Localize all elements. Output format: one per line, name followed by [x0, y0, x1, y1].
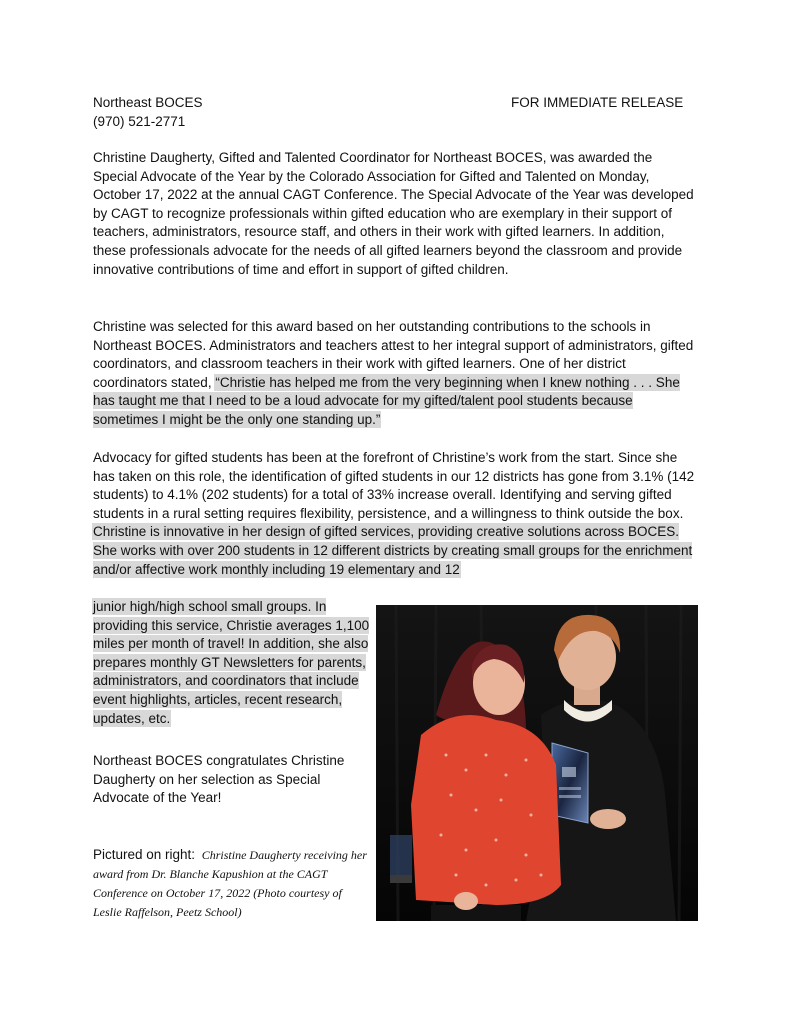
photo-caption: [93, 845, 369, 922]
caption-text: Christine Daugherty receiving her award from Dr. Blanche Kapushion at the CAGT Conference on October 17, 2022 (Photo courtesy of Leslie Raffelson, Peetz School): [93, 848, 367, 919]
release-label: FOR IMMEDIATE RELEASE: [511, 95, 684, 110]
advocacy-highlight: Christine is innovative in her design of gifted services, providing creative solutions across BOCES. She works with over 200 students in 12 different districts by creating small groups for the enrichment and/or affective work monthly including 19 elementary and 12: [93, 524, 693, 577]
award-photo-illustration: [376, 605, 698, 921]
phone-number: (970) 521-2771: [93, 114, 186, 129]
org-name: Northeast BOCES: [93, 95, 203, 110]
advocacy-text: Advocacy for gifted students has been at the forefront of Christine’s work from the start. Since she has taken on this role, the identification of gifted students in our 12 districts has gone from 3.1% (142 students) to 4.1% (202 students) for a total of 33% increase overall. Identifying and serving gifted students in a rural setting requires flexibility, persistence, and a willingness to think outside the box.: [93, 450, 695, 521]
background-trophy: [390, 835, 412, 883]
award-photo: [376, 605, 698, 921]
caption-lead: Pictured on right:: [93, 847, 196, 862]
paragraph-advocacy: [93, 449, 699, 579]
sender-block: [93, 93, 203, 131]
paragraph-award: Christine Daugherty, Gifted and Talented Coordinator for Northeast BOCES, was awarded the Special Advocate of the Year by the Colorado Association for Gifted and Talented on Monday, October 17, 2022 at the annual CAGT Conference. The Special Advocate of the Year was developed by CAGT to recognize professionals within gifted education who are exemplary in their support of teachers, administrators, resource staff, and others in their work with gifted learners. In addition, these professionals advocate for the needs of all gifted learners beyond the classroom and provide innovative contributions of time and effort in support of gifted children.: [93, 150, 694, 277]
paragraph-selection: [93, 318, 699, 430]
coordinator-quote: “Christie has helped me from the very beginning when I knew nothing . . . She has taught me that I need to be a loud advocate for my gifted/talent pool students because sometimes I might be the only one standing up.”: [93, 374, 680, 427]
paragraph-advocacy-continued: [93, 598, 371, 728]
paragraph-congratulations: Northeast BOCES congratulates Christine Daugherty on her selection as Special Advocate of the Year!: [93, 753, 345, 806]
selection-text: Christine was selected for this award based on her outstanding contributions to the schools in Northeast BOCES. Administrators and teachers attest to her integral support of administrators, gifted coordinators, and classroom teachers in their work with gifted learners. One of her district coordinators stated,: [93, 319, 694, 390]
advocacy-continued-text: junior high/high school small groups. In providing this service, Christie averages 1,100 miles per month of travel! In addition, she also prepares monthly GT Newsletters for parents, administrators, and coordinators that include event highlights, articles, recent research, updates, etc.: [93, 599, 370, 726]
